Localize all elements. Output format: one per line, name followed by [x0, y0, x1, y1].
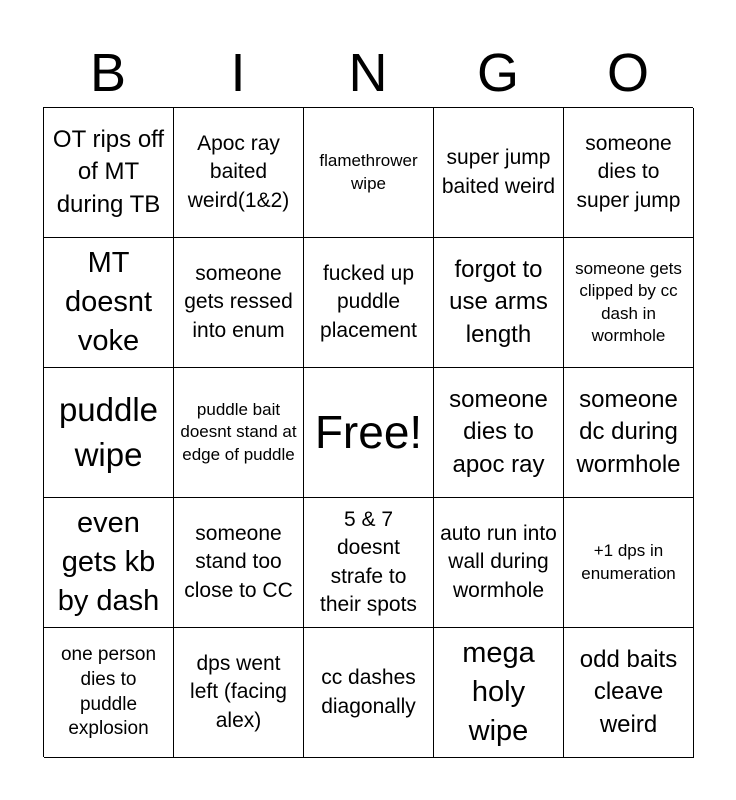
bingo-cell-r5c1[interactable]: one person dies to puddle explosion [44, 628, 174, 758]
header-letter-o: O [606, 43, 649, 103]
header-letter-b: B [89, 43, 127, 103]
bingo-cell-r3c5[interactable]: someone dc during wormhole [564, 368, 694, 498]
bingo-cell-r5c5[interactable]: odd baits cleave weird [564, 628, 694, 758]
bingo-cell-r1c2[interactable]: Apoc ray baited weird(1&2) [174, 108, 304, 238]
header-letter-n: N [348, 43, 388, 103]
bingo-cell-r5c2[interactable]: dps went left (facing alex) [174, 628, 304, 758]
header-letter-g: G [476, 43, 519, 103]
bingo-cell-r3c1[interactable]: puddle wipe [44, 368, 174, 498]
bingo-cell-r1c4[interactable]: super jump baited weird [434, 108, 564, 238]
bingo-cell-r2c5[interactable]: someone gets clipped by cc dash in wormhole [564, 238, 694, 368]
bingo-board [43, 107, 693, 757]
bingo-cell-r4c2[interactable]: someone stand too close to CC [174, 498, 304, 628]
bingo-cell-r5c3[interactable]: cc dashes diagonally [304, 628, 434, 758]
bingo-cell-r5c4[interactable]: mega holy wipe [434, 628, 564, 758]
bingo-cell-r2c4[interactable]: forgot to use arms length [434, 238, 564, 368]
bingo-cell-r1c1[interactable]: OT rips off of MT during TB [44, 108, 174, 238]
bingo-header [43, 38, 693, 108]
bingo-cell-r1c5[interactable]: someone dies to super jump [564, 108, 694, 238]
bingo-cell-r4c5[interactable]: +1 dps in enumeration [564, 498, 694, 628]
bingo-cell-r3c2[interactable]: puddle bait doesnt stand at edge of puddle [174, 368, 304, 498]
bingo-cell-r4c4[interactable]: auto run into wall during wormhole [434, 498, 564, 628]
bingo-cell-r1c3[interactable]: flamethrower wipe [304, 108, 434, 238]
bingo-cell-r3c4[interactable]: someone dies to apoc ray [434, 368, 564, 498]
bingo-cell-r4c3[interactable]: 5 & 7 doesnt strafe to their spots [304, 498, 434, 628]
bingo-cell-r4c1[interactable]: even gets kb by dash [44, 498, 174, 628]
bingo-cell-r2c2[interactable]: someone gets ressed into enum [174, 238, 304, 368]
bingo-cell-r2c1[interactable]: MT doesnt voke [44, 238, 174, 368]
bingo-cell-r2c3[interactable]: fucked up puddle placement [304, 238, 434, 368]
bingo-cell-free[interactable]: Free! [304, 368, 434, 498]
header-letter-i: I [230, 43, 246, 103]
